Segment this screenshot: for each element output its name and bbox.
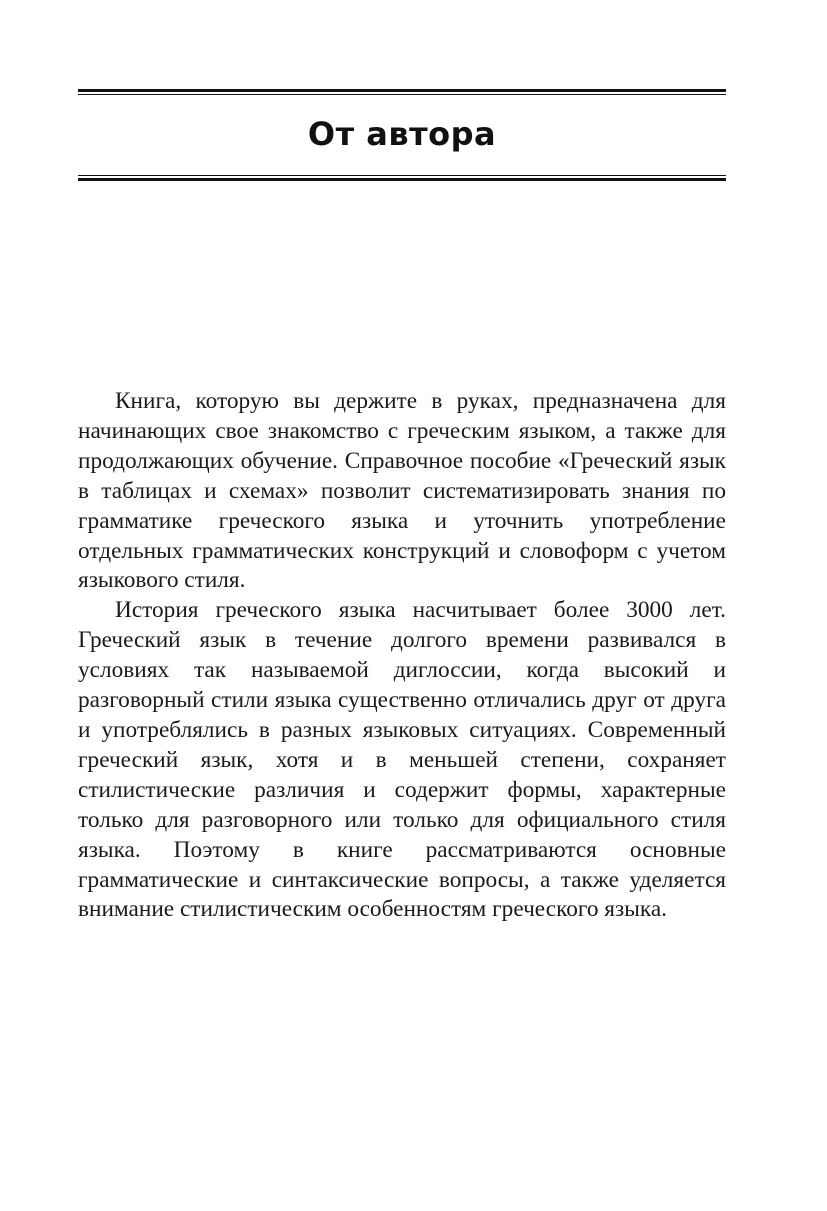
paragraph-2: История греческого языка насчитывает более 3000 лет. Греческий язык в течение долгого времени развивался в условиях так называемой диглоссии, когда высокий и разговорный стили языка существенно отличались друг от друга и употреблялись в разных языковых ситуациях. Современный греческий язык, хотя и в меньшей степени, сохраняет стилистические различия и содержит формы, характерные только для разговорного или только для официального стиля языка. Поэтому в книге рассматриваются основные грамматические и синтаксические вопросы, а также уделяется внимание стилистическим особенностям греческого языка. [78, 597, 726, 923]
body-text [78, 387, 726, 925]
paragraph-1: Книга, которую вы держите в руках, предназначена для начинающих свое знакомство с греческим языком, а также для продолжающих обучение. Справочное пособие «Греческий язык в таблицах и схемах» позволит систематизировать знания по грамматике греческого языка и уточнить употребление отдельных грамматических конструкций и словоформ с учетом языкового стиля. [78, 388, 726, 594]
top-double-rule [78, 89, 726, 95]
bottom-double-rule [78, 175, 726, 181]
chapter-title: От автора [307, 115, 497, 153]
